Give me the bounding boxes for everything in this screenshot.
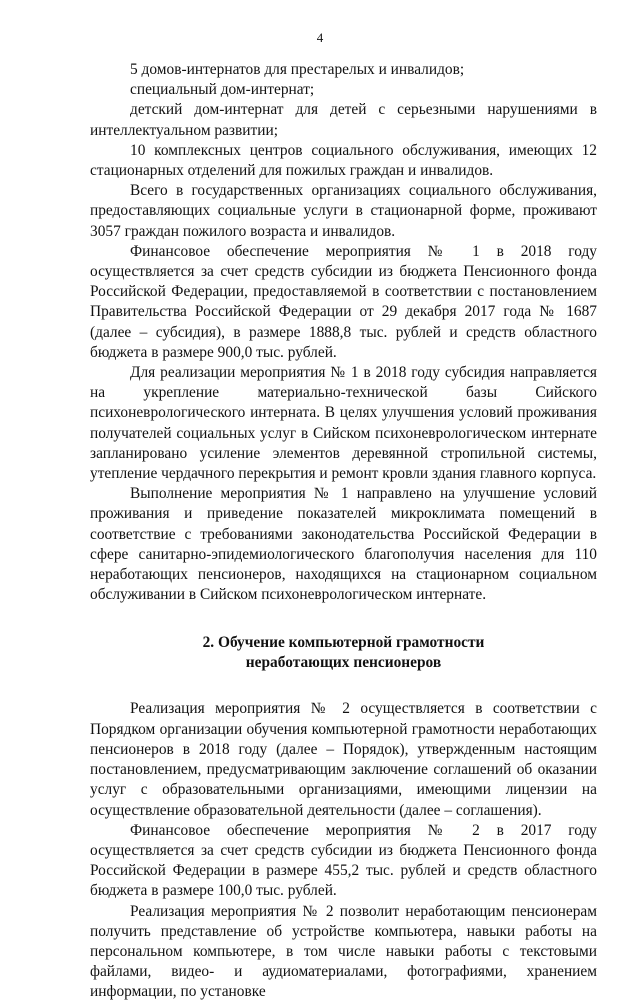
paragraph: Выполнение мероприятия № 1 направлено на улучшение условий проживания и приведение показателей микроклимата помещений в соответствие с требованиями законодательства Российской Федерации в сфере санитарно-эпидемиологического благополучия населения для 110 неработающих пенсионеров, находящихся на стационарном социальном обслуживании в Сийском психоневрологическом интернате. [90, 485, 597, 604]
paragraph: детский дом-интернат для детей с серьезными нарушениями в интеллектуальном развитии; [90, 101, 597, 139]
paragraph: 10 комплексных центров социального обслуживания, имеющих 12 стационарных отделений для пожилых граждан и инвалидов. [90, 141, 597, 180]
section-heading-line: 2. Обучение компьютерной грамотности [202, 634, 485, 652]
paragraph: Всего в государственных организациях социального обслуживания, предоставляющих социальные услуги в стационарной форме, проживают 3057 граждан пожилого возраста и инвалидов. [90, 182, 597, 240]
paragraph: 5 домов-интернатов для престарелых и инвалидов; [130, 61, 465, 78]
paragraph: Финансовое обеспечение мероприятия № 1 в 2018 году осуществляется за счет средств субсидии из бюджета Пенсионного фонда Российской Федерации, предоставляемой в соответствии с постановлением Правительства Российской Федерации от 29 декабря 2017 года № 1687 (далее – субсидия), в размере 1888,8 тыс. рублей и средств областного бюджета в размере 900,0 тыс. рублей. [90, 242, 597, 361]
paragraph: Реализация мероприятия № 2 позволит неработающим пенсионерам получить представление об устройстве компьютера, навыки работы на персональном компьютере, в том числе навыки работы с текстовыми файлами, видео- и аудиоматериалами, фотографиями, хранением информации, по установке [90, 902, 597, 1001]
paragraph: Реализация мероприятия № 2 осуществляется в соответствии с Порядком организации обучения компьютерной грамотности неработающих пенсионеров в 2018 году (далее – Порядок), утвержденным настоящим постановлением, предусматривающим заключение соглашений об оказании услуг с образовательными организациями, имеющими лицензии на осуществление образовательной деятельности (далее – соглашения). [90, 700, 597, 819]
page-number: 4 [316, 30, 324, 45]
section-heading [90, 633, 597, 673]
paragraph: специальный дом-интернат; [130, 81, 315, 99]
section-heading-line: неработающих пенсионеров [245, 654, 442, 672]
paragraph: Финансовое обеспечение мероприятия № 2 в 2017 году осуществляется за счет средств субсидии из бюджета Пенсионного фонда Российской Федерации в размере 455,2 тыс. рублей и средств областного бюджета в размере 100,0 тыс. рублей. [90, 821, 597, 900]
document-body [90, 60, 597, 1003]
paragraph: Для реализации мероприятия № 1 в 2018 году субсидия направляется на укрепление материально-технической базы Сийского психоневрологического интерната. В целях улучшения условий проживания получателей социальных услуг в Сийском психоневрологическом интернате запланировано усиление элементов деревянной стропильной системы, утепление чердачного перекрытия и ремонт кровли здания главного корпуса. [90, 364, 597, 483]
